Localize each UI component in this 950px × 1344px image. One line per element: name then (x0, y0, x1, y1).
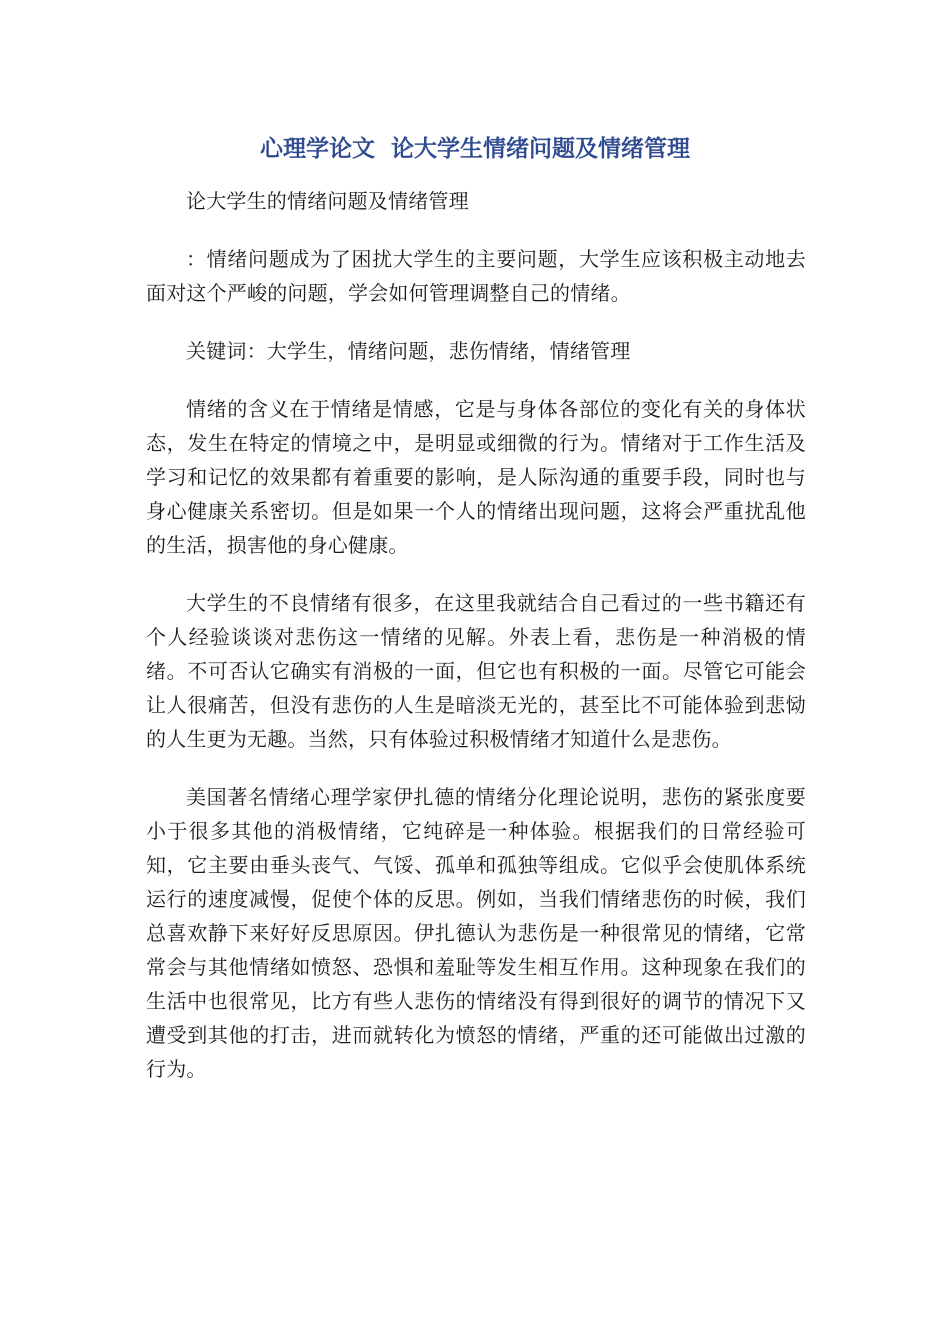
body-paragraph-2: 大学生的不良情绪有很多，在这里我就结合自己看过的一些书籍还有个人经验谈谈对悲伤这一情绪的见解。外表上看，悲伤是一种消极的情绪。不可否认它确实有消极的一面，但它也有积极的一面。尽管它可能会让人很痛苦，但没有悲伤的人生是暗淡无光的，甚至比不可能体验到悲恸的人生更为无趣。当然，只有体验过积极情绪才知道什么是悲伤。 (146, 591, 806, 751)
keywords-paragraph: 关键词：大学生，情绪问题，悲伤情绪，情绪管理 (186, 339, 631, 363)
document-title: 心理学论文 论大学生情绪问题及情绪管理 (259, 136, 690, 162)
document-body (146, 184, 806, 1110)
body-paragraph-3: 美国著名情绪心理学家伊扎德的情绪分化理论说明，悲伤的紧张度要小于很多其他的消极情绪，它纯碎是一种体验。根据我们的日常经验可知，它主要由垂头丧气、气馁、孤单和孤独等组成。它似乎会使肌体系统运行的速度减慢，促使个体的反思。例如，当我们情绪悲伤的时候，我们总喜欢静下来好好反思原因。伊扎德认为悲伤是一种很常见的情绪，它常常会与其他情绪如愤怒、恐惧和羞耻等发生相互作用。这种现象在我们的生活中也很常见，比方有些人悲伤的情绪没有得到很好的调节的情况下又遭受到其他的打击，进而就转化为愤怒的情绪，严重的还可能做出过激的行为。 (146, 785, 806, 1081)
body-paragraph-1: 情绪的含义在于情绪是情感，它是与身体各部位的变化有关的身体状态，发生在特定的情境之中，是明显或细微的行为。情绪对于工作生活及学习和记忆的效果都有着重要的影响，是人际沟通的重要手段，同时也与身心健康关系密切。但是如果一个人的情绪出现问题，这将会严重扰乱他的生活，损害他的身心健康。 (146, 397, 806, 557)
document-subtitle: 论大学生的情绪问题及情绪管理 (186, 189, 469, 213)
abstract-paragraph: ：情绪问题成为了困扰大学生的主要问题，大学生应该积极主动地去面对这个严峻的问题，学会如何管理调整自己的情绪。 (146, 247, 806, 305)
